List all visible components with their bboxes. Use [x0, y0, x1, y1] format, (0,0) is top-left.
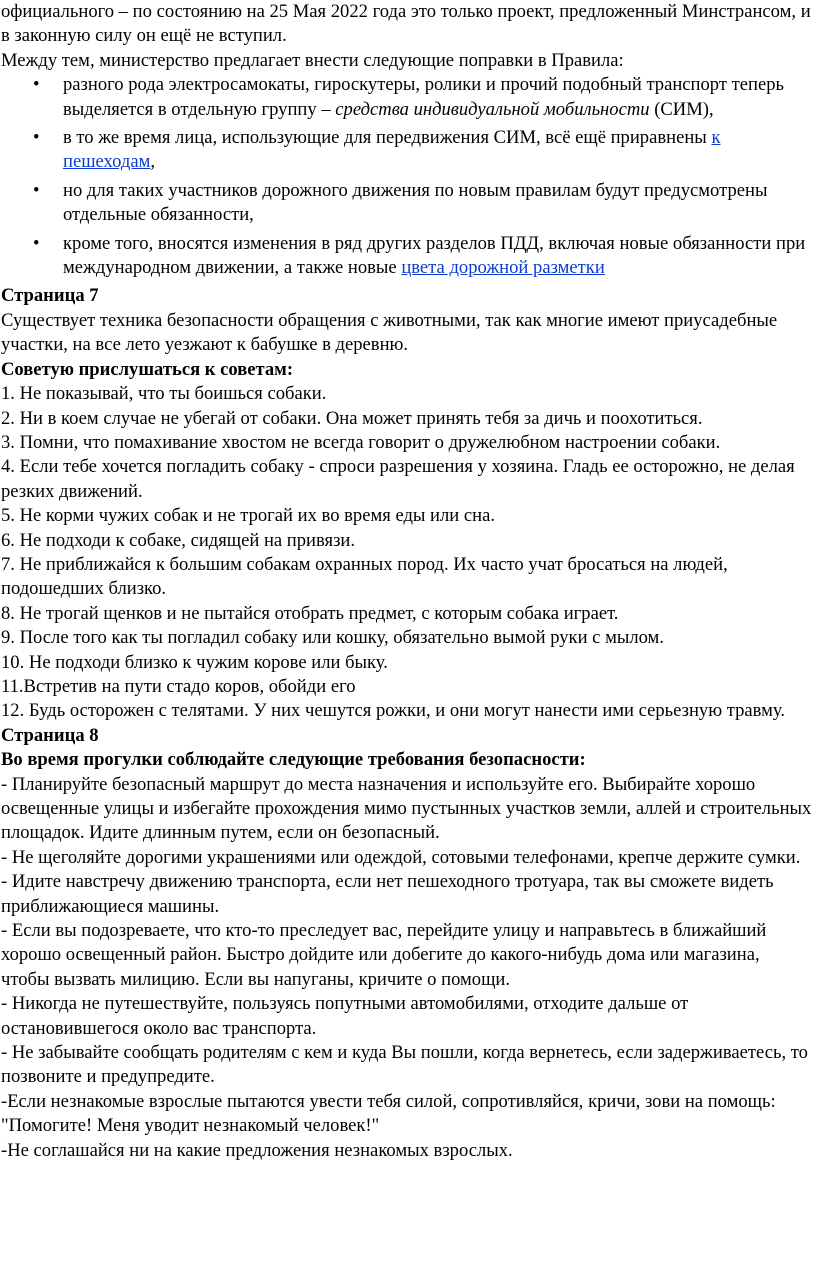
bullet-icon: •	[33, 232, 40, 254]
rule-item: - Планируйте безопасный маршрут до места назначения и используйте его. Выбирайте хорошо освещенные улицы и избегайте прохождения мимо пустынных участков земли, аллей и строительных площадок. Идите длинным путем, если он безопасный.	[1, 773, 812, 844]
pedestrians-link[interactable]: к пешеходам	[63, 127, 721, 173]
intro-paragraph-2: Между тем, министерство предлагает внести следующие поправки в Правила:	[1, 49, 624, 71]
bullet-icon: •	[33, 127, 40, 149]
rule-item: -Не соглашайся ни на какие предложения незнакомых взрослых.	[1, 1139, 513, 1161]
tip-item: 3. Помни, что помахивание хвостом не всегда говорит о дружелюбном настроении собаки.	[1, 431, 721, 453]
list-item-emphasis: средства индивидуальной мобильности	[335, 98, 650, 120]
rule-item: - Не щеголяйте дорогими украшениями или одеждой, сотовыми телефонами, крепче держите сумки.	[1, 846, 801, 868]
list-item-text: но для таких участников дорожного движения по новым правилам будут предусмотрены отдельные обязанности,	[63, 179, 768, 226]
rule-item: - Не забывайте сообщать родителям с кем и куда Вы пошли, когда вернетесь, если задерживаетесь, то позвоните и предупредите.	[1, 1042, 808, 1088]
list-item-text-end: ,	[150, 151, 156, 173]
list-item	[33, 232, 812, 281]
list-item-text-end: (СИМ),	[649, 98, 714, 120]
tip-item: 4. Если тебе хочется погладить собаку - спроси разрешения у хозяина. Гладь ее осторожно, не делая резких движений.	[1, 456, 795, 502]
list-item-text: в то же время лица, использующие для передвижения СИМ, всё ещё приравнены	[63, 127, 712, 149]
amendments-list	[1, 73, 812, 280]
rule-item: -Если незнакомые взрослые пытаются увести тебя силой, сопротивляйся, кричи, зови на помощь: "Помогите! Меня уводит незнакомый человек!"	[1, 1090, 776, 1137]
road-marking-colors-link[interactable]: цвета дорожной разметки	[401, 257, 605, 279]
bullet-icon: •	[33, 74, 40, 96]
intro-paragraph-1: официального – по состоянию на 25 Мая 2022 года это только проект, предложенный Минстрансом, и в законную силу он ещё не вступил.	[1, 1, 811, 47]
tip-item: 7. Не приближайся к большим собакам охранных пород. Их часто учат бросаться на людей, подошедших близко.	[1, 553, 728, 600]
tip-item: 12. Будь осторожен с телятами. У них чешутся рожки, и они могут нанести ими серьезную травму.	[1, 700, 785, 722]
bullet-icon: •	[33, 179, 40, 201]
walk-safety-rules	[1, 773, 812, 1164]
page-8-heading: Страница 8	[1, 724, 99, 746]
page-7-subheading: Советую прислушаться к советам:	[1, 358, 294, 380]
list-item-text: кроме того, вносятся изменения в ряд других разделов ПДД, включая новые обязанности при международном движении, а также новые	[63, 232, 806, 279]
tip-item: 1. Не показывай, что ты боишься собаки.	[1, 383, 327, 405]
list-item	[33, 73, 812, 122]
tip-item: 6. Не подходи к собаке, сидящей на привязи.	[1, 529, 356, 551]
list-item	[33, 179, 812, 228]
page-8-subheading: Во время прогулки соблюдайте следующие требования безопасности:	[1, 749, 586, 771]
rule-item: - Если вы подозреваете, что кто-то преследует вас, перейдите улицу и направьтесь в ближайший хорошо освещенный район. Быстро дойдите или добегите до какого-нибудь дома или магазина, чтобы вызвать милицию. Если вы напуганы, кричите о помощи.	[1, 920, 767, 990]
tip-item: 2. Ни в коем случае не убегай от собаки. Она может принять тебя за дичь и поохотиться.	[1, 407, 703, 429]
list-item	[33, 126, 812, 175]
rule-item: - Идите навстречу движению транспорта, если нет пешеходного тротуара, так вы сможете видеть приближающиеся машины.	[1, 871, 774, 917]
tip-item: 8. Не трогай щенков и не пытайся отобрать предмет, с которым собака играет.	[1, 602, 619, 624]
page-7-heading: Страница 7	[1, 285, 99, 307]
tip-item: 10. Не подходи близко к чужим корове или быку.	[1, 651, 388, 673]
rule-item: - Никогда не путешествуйте, пользуясь попутными автомобилями, отходите дальше от остановившегося около вас транспорта.	[1, 993, 689, 1039]
tip-item: 5. Не корми чужих собак и не трогай их во время еды или сна.	[1, 505, 495, 527]
tip-item: 9. После того как ты погладил собаку или кошку, обязательно вымой руки с мылом.	[1, 627, 664, 649]
page-7-intro: Существует техника безопасности обращения с животными, так как многие имеют приусадебные участки, на все лето уезжают к бабушке в деревню.	[1, 309, 778, 356]
dog-safety-tips	[1, 382, 812, 724]
tip-item: 11.Встретив на пути стадо коров, обойди его	[1, 675, 356, 697]
list-item-text: разного рода электросамокаты, гироскутеры, ролики и прочий подобный транспорт теперь выделяется в отдельную группу –	[63, 74, 784, 120]
